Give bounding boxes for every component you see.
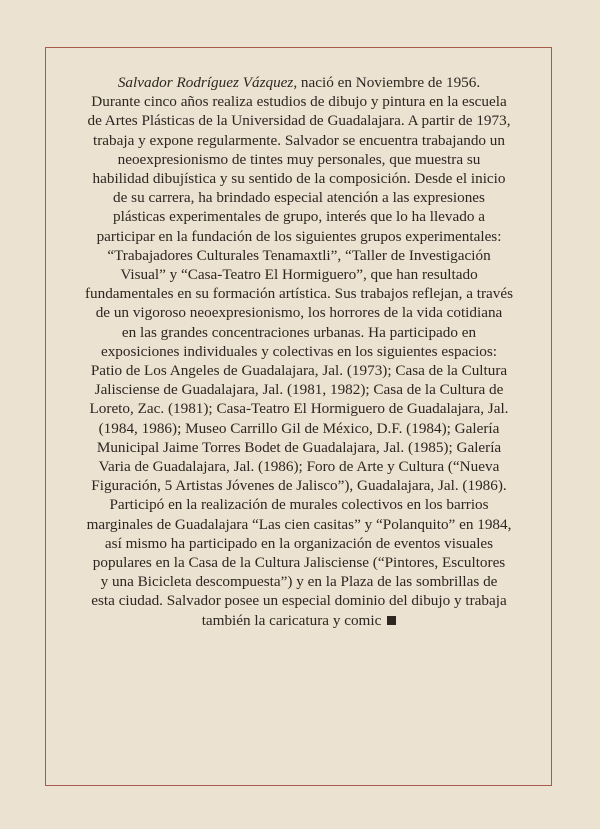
bio-closing-text: también la caricatura y comic: [201, 611, 382, 629]
bio-line-6: habilidad dibujística y su sentido de la composición. Desde el inicio: [92, 170, 506, 188]
bio-line-26: populares en la Casa de la Cultura Jalisciense (“Pintores, Escultores: [92, 554, 506, 572]
bio-line-11: Visual” y “Casa-Teatro El Hormiguero”, que han resultado: [120, 266, 478, 284]
bio-line-12: fundamentales en su formación artística. Sus trabajos reflejan, a través: [84, 285, 514, 303]
bio-line-5: neoexpresionismo de tintes muy personales, que muestra su: [117, 150, 481, 168]
bio-line-20: Municipal Jaime Torres Bodet de Guadalajara, Jal. (1985); Galería: [96, 438, 502, 456]
bio-line-3: de Artes Plásticas de la Universidad de Guadalajara. A partir de 1973,: [87, 112, 511, 130]
bio-line-7: de su carrera, ha brindado especial atención a las expresiones: [113, 189, 485, 207]
bio-line-27: y una Bicicleta descompuesta”) y en la Plaza de las sombrillas de: [100, 573, 498, 591]
bio-line-15: exposiciones individuales y colectivas en los siguientes espacios:: [100, 342, 498, 360]
bio-line-16: Patio de Los Angeles de Guadalajara, Jal. (1973); Casa de la Cultura: [90, 362, 508, 380]
bio-line-19: (1984, 1986); Museo Carrillo Gil de México, D.F. (1984); Galería: [98, 419, 500, 437]
bio-line-25: así mismo ha participado en la organización de eventos visuales: [104, 534, 494, 552]
bio-line-2: Durante cinco años realiza estudios de dibujo y pintura en la escuela: [91, 93, 507, 111]
bio-line-10: “Trabajadores Culturales Tenamaxtli”, “Taller de Investigación: [107, 246, 491, 264]
bio-line-17: Jalisciense de Guadalajara, Jal. (1981, 1982); Casa de la Cultura de: [94, 381, 504, 399]
bio-line-23: Participó en la realización de murales colectivos en los barrios: [109, 496, 489, 514]
bio-line-22: Figuración, 5 Artistas Jóvenes de Jalisco”), Guadalajara, Jal. (1986).: [91, 477, 507, 495]
bio-line-18: Loreto, Zac. (1981); Casa-Teatro El Hormiguero de Guadalajara, Jal.: [89, 400, 509, 418]
bio-line-1: [62, 73, 536, 92]
bio-line-8: plásticas experimentales de grupo, interés que lo ha llevado a: [113, 208, 485, 226]
bio-line-28: esta ciudad. Salvador posee un especial dominio del dibujo y trabaja: [91, 592, 507, 610]
birth-statement: , nació en Noviembre de 1956.: [293, 74, 481, 91]
bio-line-24: marginales de Guadalajara “Las cien casitas” y “Polanquito” en 1984,: [86, 515, 512, 533]
biography-text: [62, 73, 536, 630]
artist-name: Salvador Rodríguez Vázquez: [117, 74, 294, 91]
bio-line-29: [62, 611, 536, 630]
bio-line-13: de un vigoroso neoexpresionismo, los horrores de la vida cotidiana: [95, 304, 503, 322]
bio-line-9: participar en la fundación de los siguientes grupos experimentales:: [96, 227, 502, 245]
bio-line-14: en las grandes concentraciones urbanas. Ha participado en: [121, 323, 477, 341]
bio-line-21: Varia de Guadalajara, Jal. (1986); Foro de Arte y Cultura (“Nueva: [98, 458, 500, 476]
bio-line-4: trabaja y expone regularmente. Salvador se encuentra trabajando un: [93, 131, 505, 149]
end-square-icon: [387, 616, 396, 625]
